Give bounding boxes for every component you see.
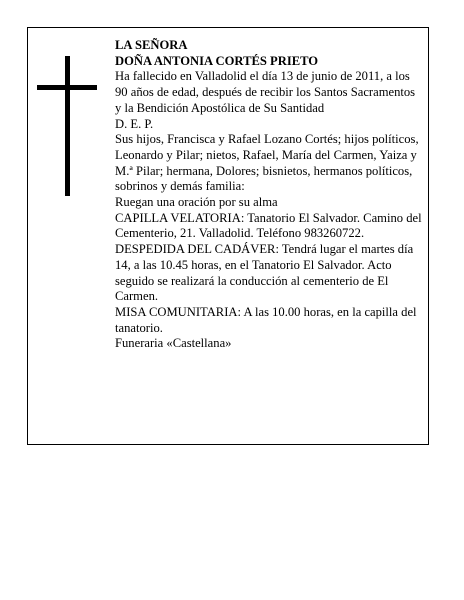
notice-heading: LA SEÑORA	[115, 38, 188, 52]
cross-icon	[37, 56, 97, 196]
farewell-info: DESPEDIDA DEL CADÁVER: Tendrá lugar el martes día 14, a las 10.45 horas, en el Tanatorio El Salvador. Acto seguido se realizará la conducción al cementerio de El Carmen.	[115, 242, 414, 304]
obituary-text	[115, 38, 423, 352]
mass-info: MISA COMUNITARIA: A las 10.00 horas, en la capilla del tanatorio.	[115, 304, 417, 335]
rest-in-peace: D. E. P.	[115, 116, 154, 131]
death-announcement: Ha fallecido en Valladolid el día 13 de junio de 2011, a los 90 años de edad, después de recibir los Santos Sacramentos y la Bendición Apostólica de Su Santidad	[115, 69, 416, 115]
cross-vertical-bar	[65, 56, 70, 196]
funeral-home: Funeraria «Castellana»	[115, 336, 232, 351]
chapel-info: CAPILLA VELATORIA: Tanatorio El Salvador. Camino del Cementerio, 21. Valladolid. Teléfono 983260722.	[115, 210, 422, 241]
cross-horizontal-bar	[37, 85, 97, 90]
prayer-request: Ruegan una oración por su alma	[115, 195, 278, 210]
deceased-name: DOÑA ANTONIA CORTÉS PRIETO	[115, 53, 319, 68]
family-list: Sus hijos, Francisca y Rafael Lozano Cortés; hijos políticos, Leonardo y Pilar; nietos, Rafael, María del Carmen, Yaiza y M.ª Pilar; hermana, Dolores; bisnietos, hermanos políticos, sobrinos y demás familia:	[115, 132, 419, 194]
